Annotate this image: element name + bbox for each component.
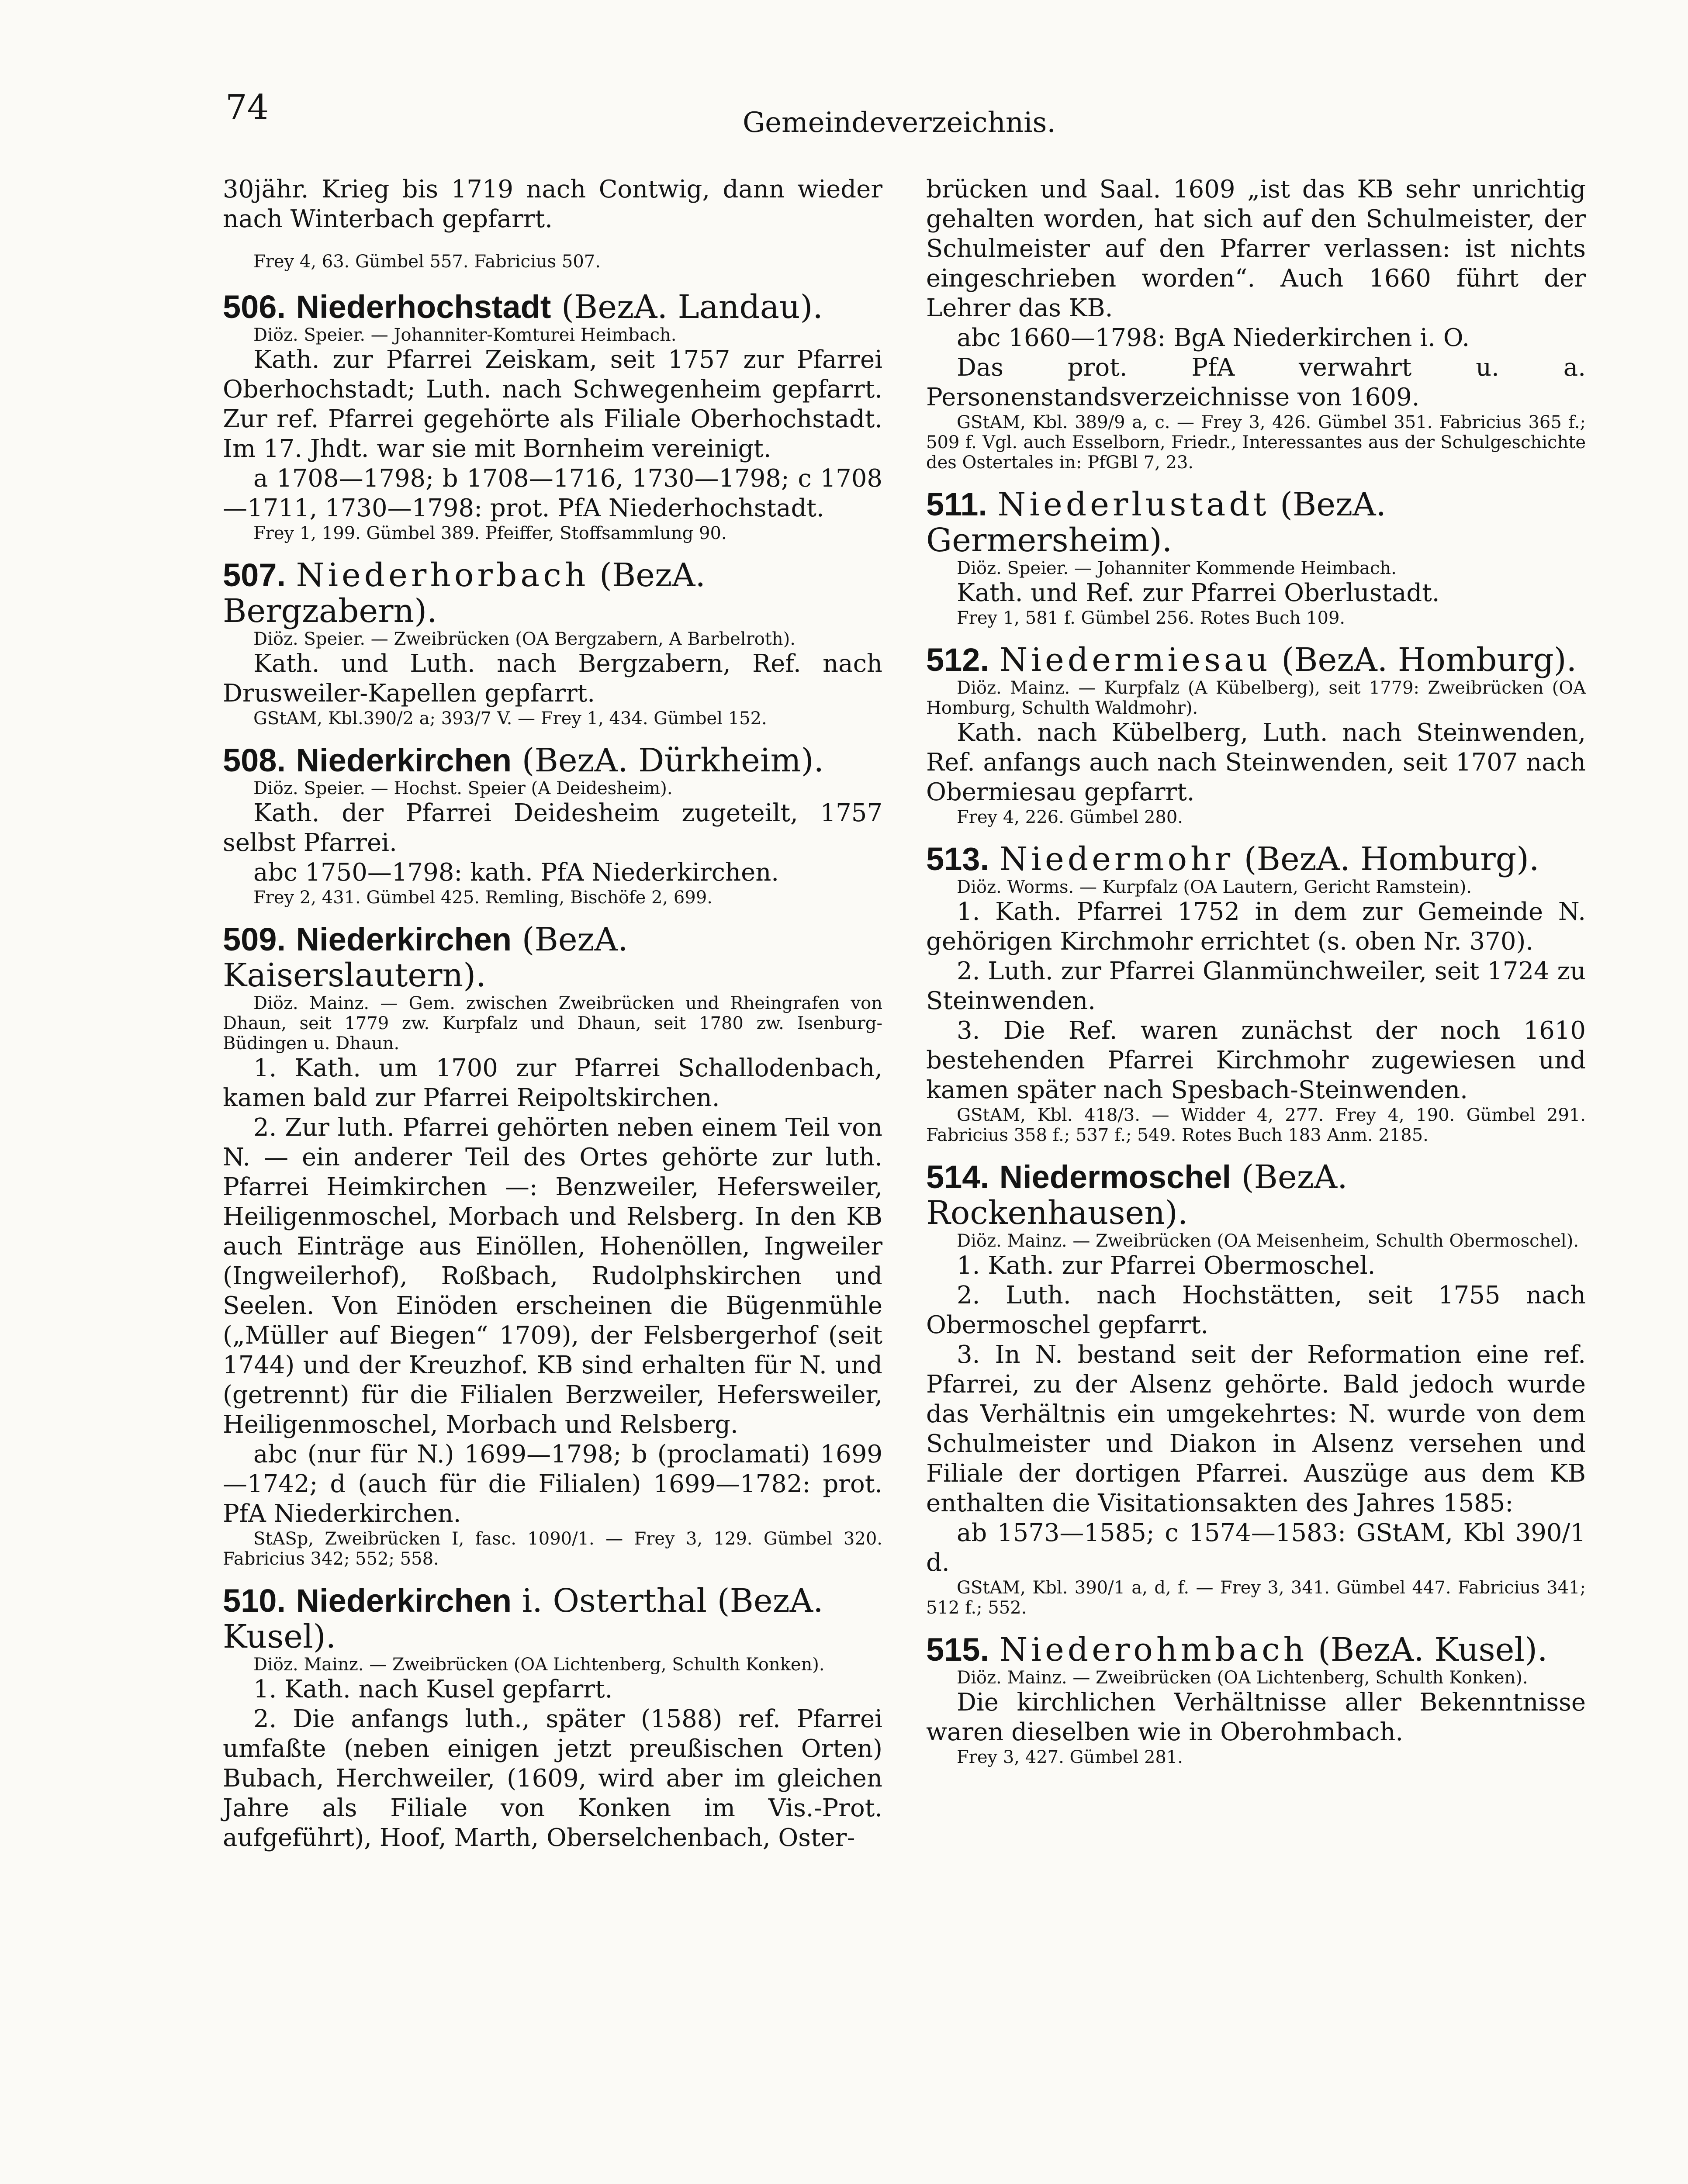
place-name: Niedermoschel [999,1159,1231,1195]
entry-paragraph: Die kirchlichen Verhältnisse aller Bekenntnisse waren dieselben wie in Oberohmbach. [926,1688,1586,1746]
district: (BezA. Germersheim). [926,486,1387,559]
entry-number: 514. [926,1159,989,1195]
entry-heading [223,1583,882,1655]
diocese-note: Diöz. Speier. — Johanniter Kommende Heimbach. [957,558,1397,578]
entry-number: 506. [223,289,286,325]
entry-heading [223,743,882,778]
entry-paragraph: Das prot. PfA verwahrt u. a. Personenstandsverzeichnisse von 1609. [926,353,1586,411]
place-name: Niedermohr [999,840,1234,878]
entry-number: 513. [926,841,989,877]
entry-heading [926,1632,1586,1668]
district: (BezA. Dürkheim). [522,742,824,779]
sources-line: GStAM, Kbl. 418/3. — Widder 4, 277. Frey 4, 190. Gümbel 291. Fabricius 358 f.; 537 f.; 549. Rotes Buch 183 Anm. 2185. [926,1105,1586,1145]
right-column [926,175,1586,1767]
entry-paragraph: Kath. und Luth. nach Bergzabern, Ref. nach Drusweiler-Kapellen gepfarrt. [223,650,882,708]
diocese-note: Diöz. Mainz. — Zweibrücken (OA Meisenheim, Schulth Obermoschel). [957,1231,1579,1251]
sources-line: StASp, Zweibrücken I, fasc. 1090/1. — Frey 3, 129. Gümbel 320. Fabricius 342; 552; 558. [223,1529,882,1569]
sources-line: GStAM, Kbl.390/2 a; 393/7 V. — Frey 1, 434. Gümbel 152. [253,708,767,729]
entry-heading [223,922,882,993]
place-name: Niederkirchen [296,742,512,778]
entry-paragraph: 3. Die Ref. waren zunächst der noch 1610 bestehenden Pfarrei Kirchmohr zugewiesen und kamen später nach Spesbach-Steinwenden. [926,1016,1586,1104]
sources-line: GStAM, Kbl. 389/9 a, c. — Frey 3, 426. Gümbel 351. Fabricius 365 f.; 509 f. Vgl. auch Esselborn, Friedr., Interessantes aus der Schulgeschichte des Ostertales in: PfGBl 7, 23. [926,412,1586,473]
district: (BezA. Kaiserslautern). [223,921,628,994]
place-name: Niederlustadt [997,486,1270,523]
entry-paragraph: 1. Kath. um 1700 zur Pfarrei Schallodenbach, kamen bald zur Pfarrei Reipoltskirchen. [223,1054,882,1112]
diocese-note: Diöz. Worms. — Kurpfalz (OA Lautern, Gericht Ramstein). [957,877,1472,897]
entry-paragraph: 1. Kath. nach Kusel gepfarrt. [253,1675,613,1704]
entry-number: 512. [926,642,989,678]
entry-number: 507. [223,557,286,593]
entry-heading [926,1159,1586,1231]
entry-paragraph: abc (nur für N.) 1699—1798; b (proclamati) 1699—1742; d (auch für die Filialen) 1699—1782: prot. PfA Niederkirchen. [223,1440,882,1528]
entry-heading [926,487,1586,558]
diocese-note: Diöz. Mainz. — Zweibrücken (OA Lichtenberg, Schulth Konken). [253,1655,825,1675]
entry-paragraph: 2. Luth. nach Hochstätten, seit 1755 nach Obermoschel gepfarrt. [926,1281,1586,1339]
entry-heading [223,557,882,629]
entry-paragraph: 2. Die anfangs luth., später (1588) ref. Pfarrei umfaßte (neben einigen jetzt preußischen Orten) Bubach, Herchweiler, (1609, wird aber im gleichen Jahre als Filiale von Konken im Vis.-Prot. aufgeführt), Hoof, Marth, Oberselchenbach, Oster- [223,1705,882,1852]
entry-paragraph: 1. Kath. zur Pfarrei Obermoschel. [957,1251,1376,1280]
entry-heading [223,289,882,325]
entry-506 [223,289,882,543]
diocese-note: Diöz. Mainz. — Zweibrücken (OA Lichtenberg, Schulth Konken). [957,1668,1528,1688]
entry-paragraph: 3. In N. bestand seit der Reformation eine ref. Pfarrei, zu der Alsenz gehörte. Bald jedoch wurde das Verhältnis ein umgekehrtes: N. wurde von dem Schulmeister und Diakon in Alsenz versehen und Filiale der dortigen Pfarrei. Auszüge aus dem KB enthalten die Visitationsakten des Jahres 1585: [926,1341,1586,1517]
entry-paragraph: 1. Kath. Pfarrei 1752 in dem zur Gemeinde N. gehörigen Kirchmohr errichtet (s. oben Nr. 370). [926,898,1586,956]
running-head: Gemeindeverzeichnis. [743,107,1056,139]
entry-513 [926,841,1586,1145]
district: (BezA. Kusel). [1318,1631,1548,1669]
left-column [223,175,882,1853]
place-name: Niederhochstadt [296,289,551,325]
entry-paragraph: abc 1750—1798: kath. PfA Niederkirchen. [253,858,779,887]
continuation-text: brücken und Saal. 1609 „ist das KB sehr unrichtig gehalten worden, hat sich auf den Schulmeister, der Schulmeister auf den Pfarrer verlassen: ist nichts eingeschrieben worden“. Auch 1660 führt der Lehrer das KB. [926,175,1586,322]
district: (BezA. Bergzabern). [223,556,706,630]
entry-514 [926,1159,1586,1618]
entry-paragraph: ab 1573—1585; c 1574—1583: GStAM, Kbl 390/1 d. [926,1519,1586,1577]
place-name: Niederhorbach [296,556,589,594]
sources-line: GStAM, Kbl. 390/1 a, d, f. — Frey 3, 341. Gümbel 447. Fabricius 341; 512 f.; 552. [926,1578,1586,1618]
diocese-note: Diöz. Speier. — Hochst. Speier (A Deidesheim). [253,778,673,798]
entry-heading [926,642,1586,678]
entry-paragraph: 2. Luth. zur Pfarrei Glanmünchweiler, seit 1724 zu Steinwenden. [926,957,1586,1015]
place-name: Niederkirchen [296,921,512,957]
entry-number: 508. [223,742,286,778]
diocese-note: Diöz. Mainz. — Gem. zwischen Zweibrücken und Rheingrafen von Dhaun, seit 1779 zw. Kurpfalz und Dhaun, seit 1780 zw. Isenburg-Büdingen u. Dhaun. [223,993,882,1054]
sources-line: Frey 4, 63. Gümbel 557. Fabricius 507. [253,252,601,272]
place-name: Niedermiesau [999,641,1271,679]
entry-510 [223,1583,882,1853]
entry-509 [223,922,882,1569]
entry-paragraph: Kath. zur Pfarrei Zeiskam, seit 1757 zur Pfarrei Oberhochstadt; Luth. nach Schwegenheim gepfarrt. Zur ref. Pfarrei gegehörte als Filiale Oberhochstadt. Im 17. Jhdt. war sie mit Bornheim vereinigt. [223,346,882,463]
district: i. Osterthal (BezA. Kusel). [223,1582,823,1655]
entry-paragraph: 2. Zur luth. Pfarrei gehörten neben einem Teil von N. — ein anderer Teil des Ortes gehörte zur luth. Pfarrei Heimkirchen —: Benzweiler, Hefersweiler, Heiligenmoschel, Morbach und Relsberg. In den KB auch Einträge aus Einöllen, Hohenöllen, Ingweiler (Ingweilerhof), Roßbach, Rudolphskirchen und Seelen. Von Einöden erscheinen die Bügenmühle („Müller auf Biegen“ 1709), der Felsbergerhof (seit 1744) und der Kreuzhof. KB sind erhalten für N. und (getrennt) für die Filialen Berzweiler, Hefersweiler, Heiligenmoschel, Morbach und Relsberg. [223,1113,882,1439]
entry-515 [926,1632,1586,1767]
sources-line: Frey 1, 199. Gümbel 389. Pfeiffer, Stoffsammlung 90. [253,523,727,543]
district: (BezA. Rockenhausen). [926,1158,1348,1232]
continuation-text: 30jähr. Krieg bis 1719 nach Contwig, dann wieder nach Winterbach gepfarrt. [223,175,882,233]
district: (BezA. Homburg). [1281,641,1577,679]
page-number: 74 [225,88,269,127]
diocese-note: Diöz. Mainz. — Kurpfalz (A Kübelberg), seit 1779: Zweibrücken (OA Homburg, Schulth Waldmohr). [926,678,1586,718]
entry-paragraph: Kath. und Ref. zur Pfarrei Oberlustadt. [957,579,1440,607]
entry-507 [223,557,882,729]
entry-heading [926,841,1586,877]
entry-number: 511. [926,486,987,522]
diocese-note: Diöz. Speier. — Zweibrücken (OA Bergzabern, A Barbelroth). [253,629,796,649]
district: (BezA. Landau). [561,288,823,326]
sources-line: Frey 2, 431. Gümbel 425. Remling, Bischöfe 2, 699. [253,888,713,908]
entry-paragraph: Kath. der Pfarrei Deidesheim zugeteilt, 1757 selbst Pfarrei. [223,799,882,857]
diocese-note: Diöz. Speier. — Johanniter-Komturei Heimbach. [253,325,677,345]
entry-number: 509. [223,921,286,957]
entry-paragraph: a 1708—1798; b 1708—1716, 1730—1798; c 1708—1711, 1730—1798: prot. PfA Niederhochstadt. [223,464,882,522]
place-name: Niederkirchen [296,1583,512,1619]
district: (BezA. Homburg). [1244,840,1539,878]
sources-line: Frey 4, 226. Gümbel 280. [957,807,1183,827]
entry-paragraph: abc 1660—1798: BgA Niederkirchen i. O. [957,324,1470,352]
entry-511 [926,487,1586,628]
entry-512 [926,642,1586,827]
entry-paragraph: Kath. nach Kübelberg, Luth. nach Steinwenden, Ref. anfangs auch nach Steinwenden, seit 1707 nach Obermiesau gepfarrt. [926,719,1586,806]
entry-508 [223,743,882,908]
sources-line: Frey 1, 581 f. Gümbel 256. Rotes Buch 109. [957,608,1346,628]
sources-line: Frey 3, 427. Gümbel 281. [957,1747,1183,1767]
place-name: Niederohmbach [999,1631,1308,1669]
entry-number: 515. [926,1631,989,1668]
entry-number: 510. [223,1583,286,1619]
